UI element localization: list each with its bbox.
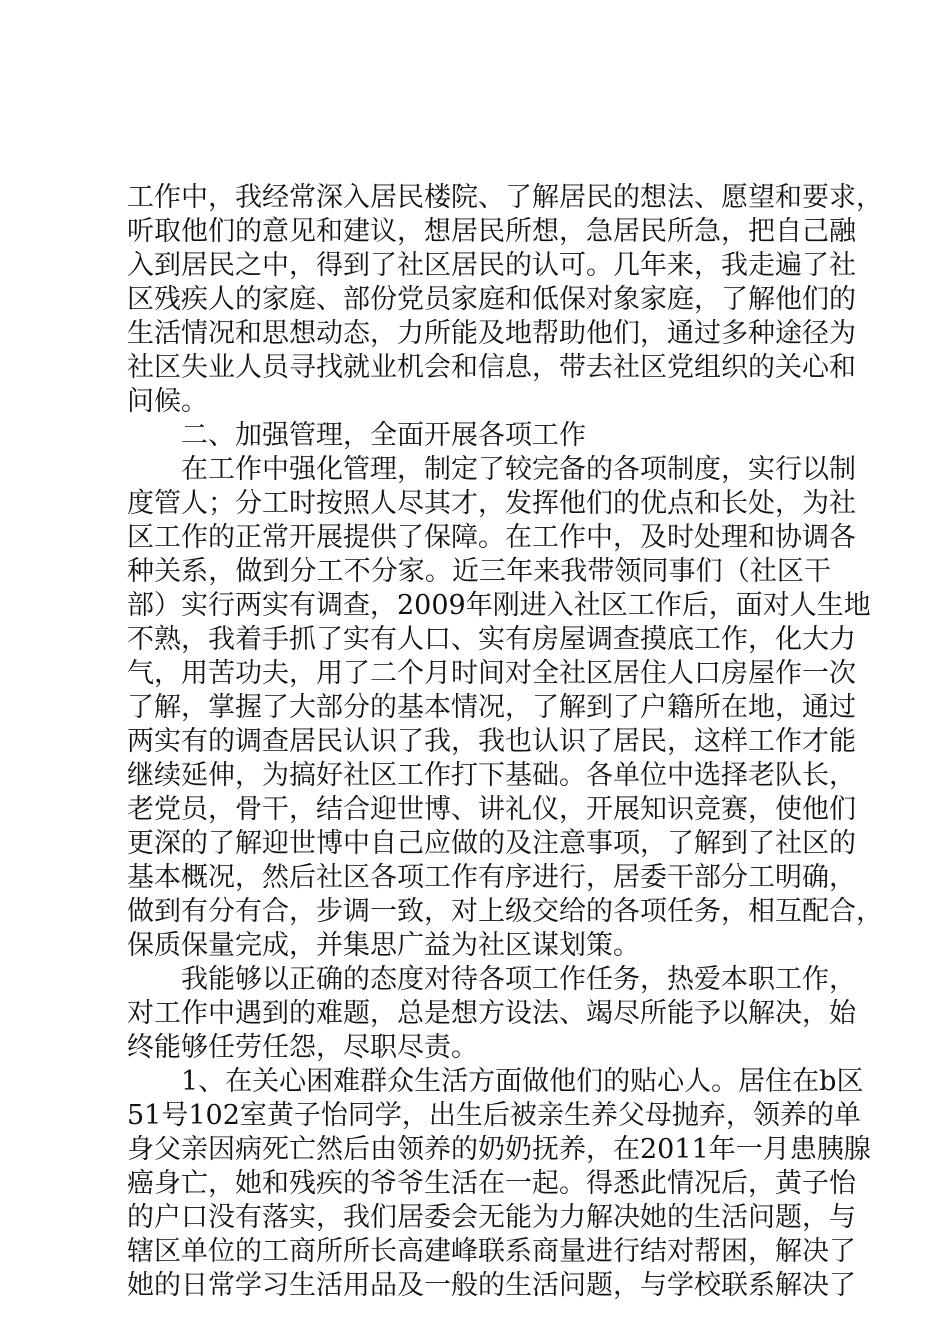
text-line: 她的日常学习生活用品及一般的生活问题，与学校联系解决了: [127, 1270, 856, 1301]
text-line: 1、在关心困难群众生活方面做他们的贴心人。居住在b区: [181, 1066, 864, 1097]
text-line: 在工作中强化管理，制定了较完备的各项制度，实行以制: [181, 454, 856, 485]
text-line: 做到有分有合，步调一致，对上级交给的各项任务，相互配合，: [127, 896, 883, 927]
text-line: 终能够任劳任怨，尽职尽责。: [127, 1032, 478, 1063]
text-line: 老党员，骨干，结合迎世博、讲礼仪，开展知识竞赛，使他们: [127, 794, 856, 825]
text-line: 工作中，我经常深入居民楼院、了解居民的想法、愿望和要求，: [127, 182, 883, 213]
text-line: 种关系，做到分工不分家。近三年来我带领同事们（社区干: [127, 556, 831, 587]
text-line: 51号102室黄子怡同学，出生后被亲生养父母抛弃，领养的单: [127, 1100, 861, 1131]
text-line: 身父亲因病死亡然后由领养的奶奶抚养，在2011年一月患胰腺: [127, 1134, 871, 1165]
text-line: 两实有的调查居民认识了我，我也认识了居民，这样工作才能: [127, 726, 856, 757]
text-line: 生活情况和思想动态，力所能及地帮助他们，通过多种途径为: [127, 318, 856, 349]
text-line: 的户口没有落实，我们居委会无能为力解决她的生活问题，与: [127, 1202, 856, 1233]
text-line: 度管人；分工时按照人尽其才，发挥他们的优点和长处，为社: [127, 488, 856, 519]
text-line: 部）实行两实有调查，2009年刚进入社区工作后，面对人生地: [127, 590, 871, 621]
text-line: 我能够以正确的态度对待各项工作任务，热爱本职工作，: [181, 964, 856, 995]
text-line: 继续延伸，为搞好社区工作打下基础。各单位中选择老队长，: [127, 760, 856, 791]
text-line: 辖区单位的工商所所长高建峰联系商量进行结对帮困，解决了: [127, 1236, 856, 1267]
text-line: 基本概况，然后社区各项工作有序进行，居委干部分工明确，: [127, 862, 856, 893]
text-line: 区残疾人的家庭、部份党员家庭和低保对象家庭，了解他们的: [127, 284, 856, 315]
text-line: 癌身亡，她和残疾的爷爷生活在一起。得悉此情况后，黄子怡: [127, 1168, 856, 1199]
text-line: 问候。: [127, 386, 208, 417]
text-line: 听取他们的意见和建议，想居民所想，急居民所急，把自己融: [127, 216, 856, 247]
text-line: 社区失业人员寻找就业机会和信息，带去社区党组织的关心和: [127, 352, 856, 383]
text-line: 区工作的正常开展提供了保障。在工作中，及时处理和协调各: [127, 522, 856, 553]
text-line: 了解，掌握了大部分的基本情况，了解到了户籍所在地，通过: [127, 692, 856, 723]
text-line: 入到居民之中，得到了社区居民的认可。几年来，我走遍了社: [127, 250, 856, 281]
text-line: 气，用苦功夫，用了二个月时间对全社区居住人口房屋作一次: [127, 658, 856, 689]
text-line: 对工作中遇到的难题，总是想方设法、竭尽所能予以解决，始: [127, 998, 856, 1029]
section-heading: 二、加强管理，全面开展各项工作: [181, 420, 586, 451]
text-line: 更深的了解迎世博中自己应做的及注意事项，了解到了社区的: [127, 828, 856, 859]
text-line: 不熟，我着手抓了实有人口、实有房屋调查摸底工作，化大力: [127, 624, 856, 655]
text-line: 保质保量完成，并集思广益为社区谋划策。: [127, 930, 640, 961]
